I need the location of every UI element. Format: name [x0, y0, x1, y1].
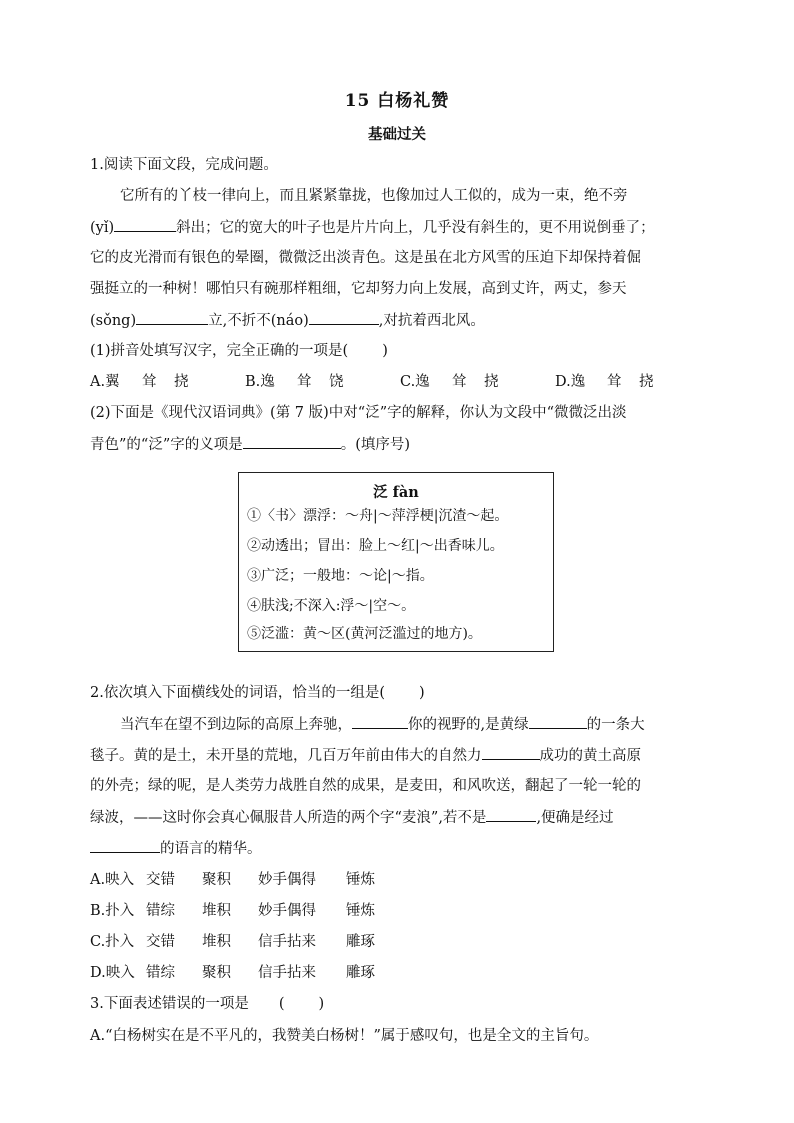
section-heading: 基础过关 [368, 126, 426, 143]
sub-question-2: (2)下面是《现代汉语词典》(第 7 版)中对“泛”字的解释，你认为文段中“微微泛出淡 [90, 405, 627, 421]
answer-blank[interactable] [352, 714, 408, 729]
passage-line: 的外壳；绿的呢，是人类劳力战胜自然的成果，是麦田，和风吹送，翻起了一轮一轮的 [90, 778, 641, 794]
option-c[interactable]: C.扑入 交错 堆积 信手拈来 雕琢 [90, 934, 375, 950]
answer-blank[interactable] [136, 310, 208, 325]
sub-question-1-options [90, 372, 710, 392]
passage-line: 它的皮光滑而有银色的晕圈，微微泛出淡青色。这是虽在北方风雪的压迫下却保持着倔 [90, 250, 641, 266]
page-title: 15 白杨礼赞 [344, 91, 450, 111]
sub-question-2-cont [90, 434, 410, 455]
answer-blank[interactable] [309, 310, 379, 325]
answer-blank[interactable] [90, 838, 160, 853]
pinyin-text: 立,不折不(náo) [208, 313, 309, 329]
option-b[interactable]: B.逸 耸 饶 [245, 374, 344, 390]
passage-line [90, 310, 485, 331]
passage-line [90, 217, 655, 238]
paren-close: ) [382, 343, 388, 359]
sub-question-1 [90, 341, 388, 361]
question-1-stem: 1.阅读下面文段，完成问题。 [90, 157, 278, 173]
dictionary-headword: 泛 fàn [373, 484, 419, 501]
passage-line: 当汽车在望不到边际的高原上奔驰， 你的视野的,是黄绿 的一条大 [120, 714, 645, 735]
answer-blank[interactable] [486, 807, 536, 822]
question-text: 3.下面表述错误的一项是 [90, 996, 249, 1012]
answer-blank[interactable] [529, 714, 587, 729]
option-d[interactable]: D.逸 耸 挠 [555, 374, 654, 390]
passage-line: 的语言的精华。 [90, 838, 262, 859]
answer-blank[interactable] [243, 434, 341, 449]
answer-blank[interactable] [482, 745, 540, 760]
passage-line: 它所有的丫枝一律向上，而且紧紧靠拢，也像加过人工似的，成为一束，绝不旁 [120, 188, 628, 204]
sub-question-text: 青色”的“泛”字的义项是 [90, 437, 243, 453]
option-d[interactable]: D.映入 错综 聚积 信手拈来 雕琢 [90, 965, 375, 981]
passage-text: ,对抗着西北风。 [378, 313, 485, 329]
sub-question-text: 。(填序号) [340, 437, 411, 453]
option-a[interactable]: A.翼 耸 挠 [90, 374, 189, 390]
pinyin-text: (sǒng) [90, 313, 137, 329]
question-2-stem [90, 683, 425, 703]
option-a[interactable]: A.“白杨树实在是不平凡的，我赞美白杨树！”属于感叹句，也是全文的主旨句。 [90, 1028, 599, 1044]
passage-text: 斜出；它的宽大的叶子也是片片向上，几乎没有斜生的，更不用说倒垂了； [176, 220, 655, 236]
option-b[interactable]: B.扑入 错综 堆积 妙手偶得 锤炼 [90, 903, 375, 919]
dictionary-sense: ②动透出；冒出：脸上～红|～出香味儿。 [247, 538, 504, 554]
passage-line: 绿波，——这时你会真心佩服昔人所造的两个字“麦浪”,若不是 ,便确是经过 [90, 807, 614, 828]
dictionary-sense: ⑤泛滥：黄～区(黄河泛滥过的地方)。 [247, 626, 482, 642]
dictionary-entry-box [238, 472, 554, 652]
question-3-stem: 3.下面表述错误的一项是 ( ) [90, 996, 325, 1012]
option-c[interactable]: C.逸 耸 挠 [400, 374, 499, 390]
dictionary-sense: ①〈书〉漂浮：～舟|～萍浮梗|沉渣～起。 [247, 508, 509, 524]
passage-line: 毯子。黄的是土，未开垦的荒地，几百万年前由伟大的自然力 成功的黄土高原 [90, 745, 641, 766]
option-a[interactable]: A.映入 交错 聚积 妙手偶得 锤炼 [90, 872, 375, 888]
passage-line: 强挺立的一种树！哪怕只有碗那样粗细，它却努力向上发展，高到丈许，两丈，参天 [90, 281, 627, 297]
paren-close: ) [419, 685, 425, 701]
answer-blank[interactable] [114, 217, 176, 232]
sub-question-text: (1)拼音处填写汉字，完全正确的一项是( [90, 343, 349, 359]
dictionary-sense: ④肤浅;不深入:浮～|空～。 [247, 598, 416, 614]
question-text: 2.依次填入下面横线处的词语，恰当的一组是( [90, 685, 385, 701]
pinyin-text: (yǐ) [90, 220, 115, 236]
dictionary-sense: ③广泛；一般地：～论|～指。 [247, 568, 434, 584]
